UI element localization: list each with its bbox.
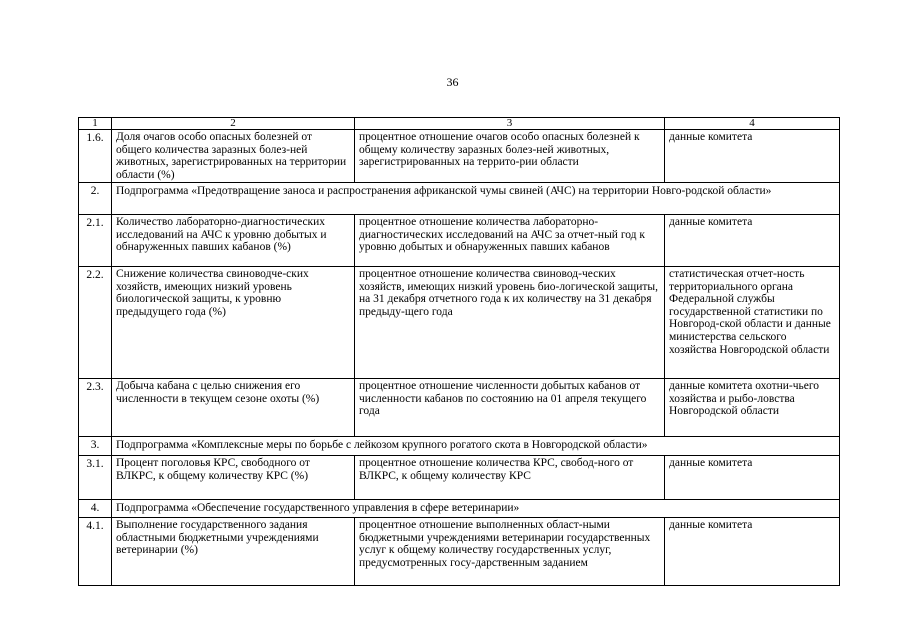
row-number: 4. (79, 500, 112, 518)
calculation-method: процентное отношение численности добытых кабанов от численности кабанов по состоянию на 01 апреля текущего года (355, 379, 665, 437)
header-cell-2: 2 (112, 118, 355, 130)
row-number: 2.1. (79, 215, 112, 267)
subprogram-title: Подпрограмма «Комплексные меры по борьбе с лейкозом крупного рогатого скота в Новгородской области» (112, 437, 840, 456)
header-cell-1: 1 (79, 118, 112, 130)
subprogram-title: Подпрограмма «Обеспечение государственного управления в сфере ветеринарии» (112, 500, 840, 518)
calculation-method: процентное отношение очагов особо опасных болезней к общему количеству заразных болез-ней животных, зарегистрированных на террито-рии области (355, 130, 665, 183)
indicator-name: Доля очагов особо опасных болезней от общего количества заразных болез-ней животных, зарегистрированных на территории области (%) (112, 130, 355, 183)
row-number: 3. (79, 437, 112, 456)
page-number: 36 (446, 75, 459, 89)
data-source: данные комитета (665, 456, 840, 500)
subprogram-title: Подпрограмма «Предотвращение заноса и распространения африканской чумы свиней (АЧС) на территории Новго-родской области» (112, 183, 840, 215)
indicator-name: Добыча кабана с целью снижения его численности в текущем сезоне охоты (%) (112, 379, 355, 437)
table-row (79, 267, 840, 379)
table-row (79, 379, 840, 437)
row-number: 3.1. (79, 456, 112, 500)
indicators-table (78, 117, 840, 586)
row-number: 2.2. (79, 267, 112, 379)
table-header-row (79, 118, 840, 130)
calculation-method: процентное отношение количества свиновод-ческих хозяйств, имеющих низкий уровень био-логической защиты, на 31 декабря отчетного года к их количеству на 31 декабря предыду-щего года (355, 267, 665, 379)
data-source: данные комитета (665, 130, 840, 183)
data-source: данные комитета (665, 518, 840, 586)
table-row (79, 215, 840, 267)
indicator-name: Количество лабораторно-диагностических исследований на АЧС к уровню добытых и обнаруженных павших кабанов (%) (112, 215, 355, 267)
header-cell-4: 4 (665, 118, 840, 130)
data-source: статистическая отчет-ность территориального органа Федеральной службы государственной статистики по Новгород-ской области и данные министерства сельского хозяйства Новгородской области (665, 267, 840, 379)
calculation-method: процентное отношение количества лабораторно-диагностических исследований на АЧС за отчет-ный год к уровню добытых и обнаруженных павших кабанов (355, 215, 665, 267)
row-number: 2. (79, 183, 112, 215)
indicator-name: Процент поголовья КРС, свободного от ВЛКРС, к общему количеству КРС (%) (112, 456, 355, 500)
row-number: 1.6. (79, 130, 112, 183)
header-cell-3: 3 (355, 118, 665, 130)
data-source: данные комитета (665, 215, 840, 267)
subprogram-row (79, 500, 840, 518)
calculation-method: процентное отношение выполненных област-ными бюджетными учреждениями ветеринарии государственных услуг к общему количеству государственных услуг, предусмотренных госу-дарственным заданием (355, 518, 665, 586)
calculation-method: процентное отношение количества КРС, свобод-ного от ВЛКРС, к общему количеству КРС (355, 456, 665, 500)
indicator-name: Снижение количества свиноводче-ских хозяйств, имеющих низкий уровень биологической защиты, к уровню предыдущего года (%) (112, 267, 355, 379)
row-number: 4.1. (79, 518, 112, 586)
row-number: 2.3. (79, 379, 112, 437)
subprogram-row (79, 437, 840, 456)
table-row (79, 518, 840, 586)
table-row (79, 130, 840, 183)
subprogram-row (79, 183, 840, 215)
data-source: данные комитета охотни-чьего хозяйства и рыбо-ловства Новгородской области (665, 379, 840, 437)
table-row (79, 456, 840, 500)
indicator-name: Выполнение государственного задания областными бюджетными учреждениями ветеринарии (%) (112, 518, 355, 586)
